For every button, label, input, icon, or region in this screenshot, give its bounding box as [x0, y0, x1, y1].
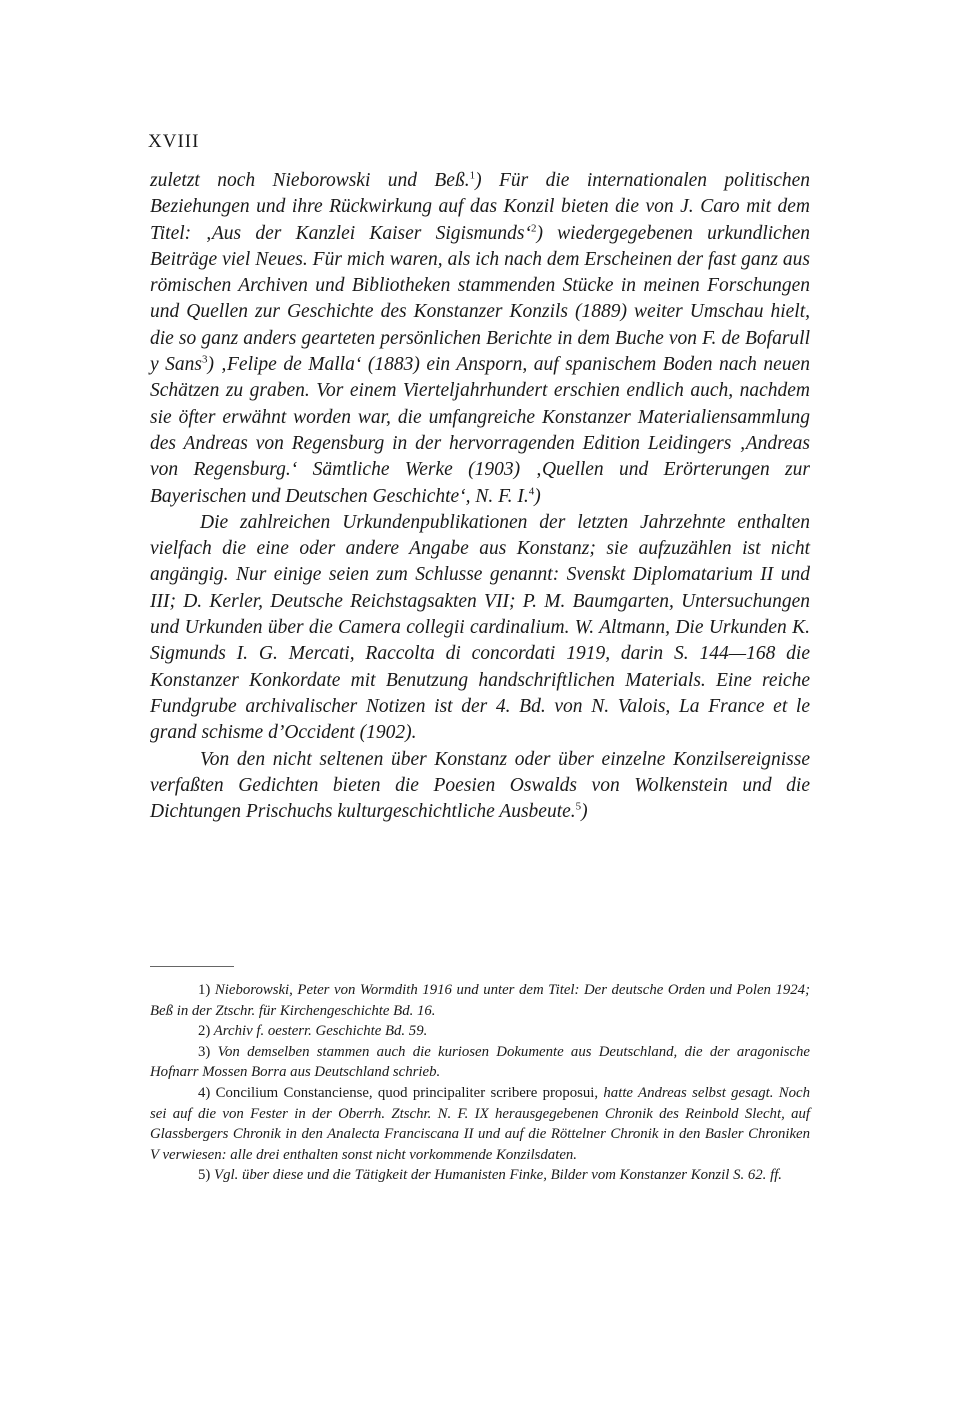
footnote-mark: 5) — [198, 1167, 211, 1184]
footnote-mark: 3) — [198, 1043, 211, 1060]
footnote-mark: 1) — [198, 982, 211, 998]
footnote-text: Nieborowski, Peter von Wormdith 1916 und unter dem Titel: Der deutsche Orden und Polen 1924; Beß in der Ztschr. für Kirchengeschichte Bd. 16. — [150, 982, 811, 1019]
footnotes — [150, 980, 810, 1186]
footnote-mark: 4) — [198, 1084, 211, 1101]
footnote-text: Von demselben stammen auch die kuriosen Dokumente aus Deutschland, die der aragonische Hofnarr Mossen Borra aus Deutschland schrieb. — [150, 1043, 810, 1081]
footnote-text: Vgl. über diese und die Tätigkeit der Humanisten Finke, Bilder vom Konstanzer Konzil S. 62. ff. — [214, 1167, 783, 1184]
paragraph-1 — [150, 168, 810, 510]
footnote-ref-2[interactable]: 2 — [530, 222, 537, 235]
footnote-text: hatte Andreas selbst gesagt. Noch sei auf die von Fester in der Oberrh. Ztschr. N. F. IX herausgegebenen Chronik des Reinbold Slecht, auf Glassbergers Chronik in den Analecta Franciscana II und auf die Röttelner Chronik in den Basler Chroniken V verwiesen: alle drei enthalten sonst nicht vorkommende Konzilsdaten. — [150, 1084, 811, 1163]
footnote-2 — [150, 1021, 810, 1042]
paragraph-3 — [150, 747, 810, 826]
footnote-5 — [150, 1165, 810, 1186]
paragraph-1-part-a: zuletzt noch Nieborowski und Beß. — [150, 170, 470, 191]
paragraph-1-part-b: ) Für die internationalen politischen Beziehungen und ihre Rückwirkung auf das Konzil bieten die von J. Caro mit dem Titel: ‚Aus der Kanzlei Kaiser Sigismunds‘ — [150, 170, 811, 244]
paragraph-1-part-e: ) — [534, 485, 541, 507]
footnote-separator — [150, 966, 234, 967]
paragraph-3-part-b: ) — [581, 801, 588, 823]
footnote-text-latin: Concilium Constanciense, quod principaliter scribere proposui, — [215, 1084, 599, 1101]
footnote-text: Archiv f. oesterr. Geschichte Bd. 59. — [213, 1023, 428, 1040]
paragraph-2: Die zahlreichen Urkundenpublikationen der letzten Jahrzehnte enthalten vielfach die eine oder andere Angabe aus Konstanz; sie aufzuzählen ist nicht angängig. Nur einige seien zum Schlusse genannt: Svenskt Diplomatarium II und III; D. Kerler, Deutsche Reichstagsakten VII; P. M. Baumgarten, Untersuchungen und Urkunden über die Camera collegii cardinalium. W. Altmann, Die Urkunden K. Sigmunds I. G. Mercati, Raccolta di concordati 1919, darin S. 144—168 die Konstanzer Konkordate mit Benutzung handschriftlichen Materials. Eine reiche Fundgrube archivalischer Notizen ist der 4. Bd. von N. Valois, La France et le grand schisme d’Occident (1902). — [150, 511, 810, 744]
main-text — [150, 168, 810, 825]
footnote-ref-4[interactable]: 4 — [528, 485, 535, 498]
footnote-4 — [150, 1083, 810, 1165]
paragraph-1-part-c: ) wiedergegebenen urkundlichen Beiträge viel Neues. Für mich waren, als ich nach dem Erscheinen der fast ganz aus römischen Archiven und Bibliotheken stammenden Stücke in meinen Forschungen und Quellen zur Geschichte des Konstanzer Konzils (1889) weiter Umschau hielt, die so ganz anders gearteten persönlichen Berichte in dem Buche von F. de Bofarull y Sans — [150, 222, 810, 376]
footnote-ref-1[interactable]: 1 — [469, 169, 476, 182]
paragraph-3-part-a: Von den nicht seltenen über Konstanz oder über einzelne Konzilsereignisse verfaßten Gedichten bieten die Poesien Oswalds von Wolkenstein und die Dichtungen Prischuchs kulturgeschichtliche Ausbeute. — [150, 748, 810, 823]
footnote-3 — [150, 1042, 810, 1083]
footnote-mark: 2) — [198, 1023, 211, 1040]
footnote-ref-3[interactable]: 3 — [202, 353, 208, 366]
footnote-ref-5[interactable]: 5 — [575, 800, 582, 813]
paragraph-1-part-d: ) ‚Felipe de Malla‘ (1883) ein Ansporn, auf spanischem Boden nach neuen Schätzen zu graben. Vor einem Vierteljahrhundert erschien endlich auch, nachdem sie öfter erwähnt worden war, die umfangreiche Konstanzer Materialiensammlung des Andreas von Regensburg in der hervorragenden Edition Leidingers ‚Andreas von Regensburg.‘ Sämtliche Werke (1903) ‚Quellen und Erörterungen zur Bayerischen und Deutschen Geschichte‘, N. F. I. — [150, 354, 810, 507]
page-number: XVIII — [148, 131, 200, 152]
footnote-1 — [150, 980, 810, 1021]
